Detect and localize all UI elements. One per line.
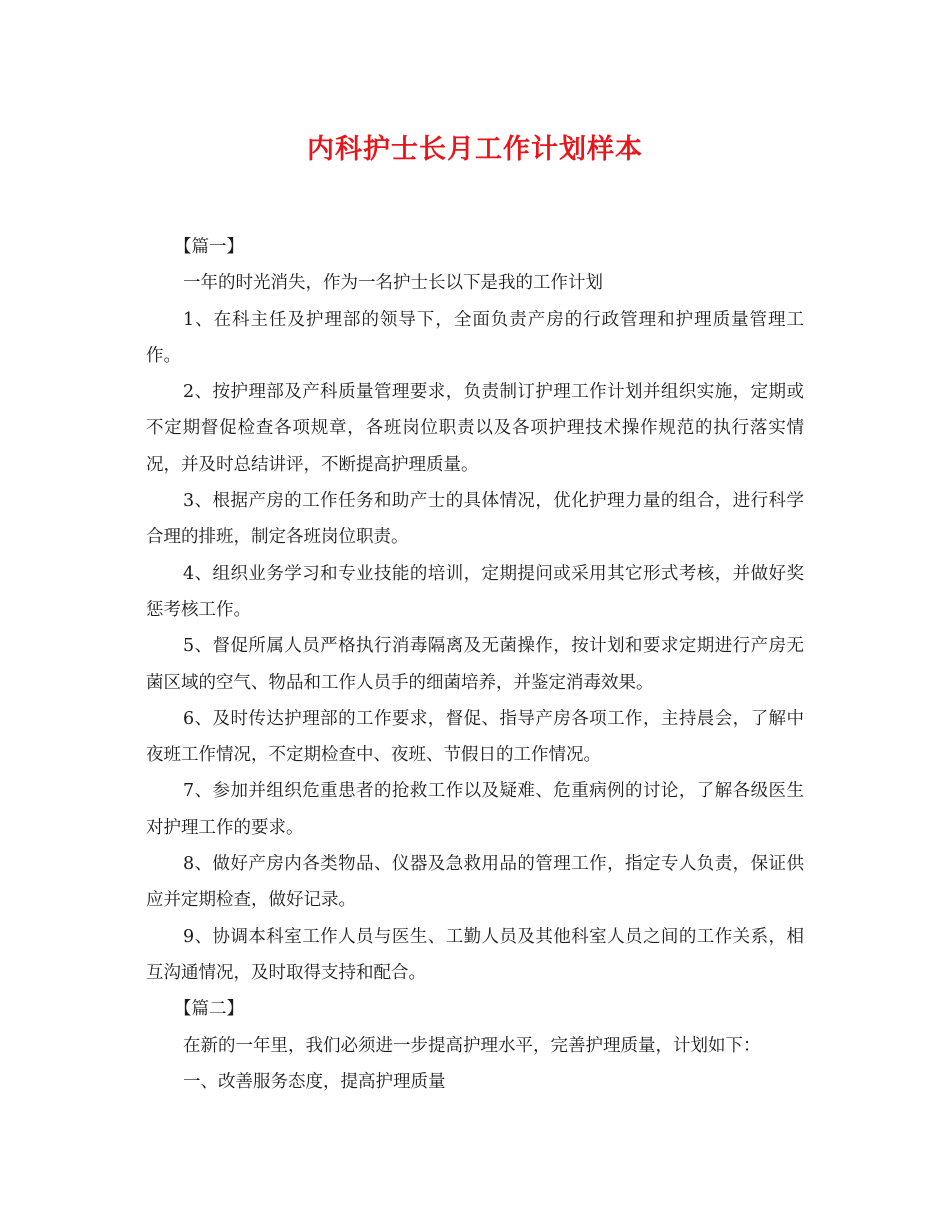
plan-item-3: 3、根据产房的工作任务和助产士的具体情况，优化护理力量的组合，进行科学合理的排班，制定各班岗位职责。 bbox=[146, 491, 804, 548]
section-label-2: 【篇二】 bbox=[174, 999, 244, 1020]
plan-item-5: 5、督促所属人员严格执行消毒隔离及无菌操作，按计划和要求定期进行产房无菌区域的空气、物品和工作人员手的细菌培养，并鉴定消毒效果。 bbox=[146, 636, 804, 693]
section2-point-1: 一、改善服务态度，提高护理质量 bbox=[183, 1071, 446, 1092]
plan-item-7: 7、参加并组织危重患者的抢救工作以及疑难、危重病例的讨论，了解各级医生对护理工作的要求。 bbox=[146, 781, 804, 838]
plan-item-6: 6、及时传达护理部的工作要求，督促、指导产房各项工作，主持晨会，了解中夜班工作情况，不定期检查中、夜班、节假日的工作情况。 bbox=[146, 708, 804, 766]
section-label-1: 【篇一】 bbox=[174, 237, 244, 257]
plan-item-4: 4、组织业务学习和专业技能的培训，定期提问或采用其它形式考核，并做好奖惩考核工作。 bbox=[146, 563, 804, 620]
section2-intro: 在新的一年里，我们必须进一步提高护理水平，完善护理质量，计划如下： bbox=[183, 1035, 761, 1056]
intro-paragraph: 一年的时光消失，作为一名护士长以下是我的工作计划 bbox=[183, 273, 603, 294]
plan-item-9: 9、协调本科室工作人员与医生、工勤人员及其他科室人员之间的工作关系，相互沟通情况，及时取得支持和配合。 bbox=[146, 926, 804, 983]
document-title: 内科护士长月工作计划样本 bbox=[307, 134, 643, 165]
plan-item-1: 1、在科主任及护理部的领导下，全面负责产房的行政管理和护理质量管理工作。 bbox=[146, 309, 804, 366]
plan-item-8: 8、做好产房内各类物品、仪器及急救用品的管理工作，指定专人负责，保证供应并定期检查，做好记录。 bbox=[146, 854, 804, 911]
plan-item-2: 2、按护理部及产科质量管理要求，负责制订护理工作计划并组织实施，定期或不定期督促检查各项规章，各班岗位职责以及各项护理技术操作规范的执行落实情况，并及时总结讲评，不断提高护理质量。 bbox=[146, 382, 804, 475]
document-body bbox=[146, 229, 804, 1100]
